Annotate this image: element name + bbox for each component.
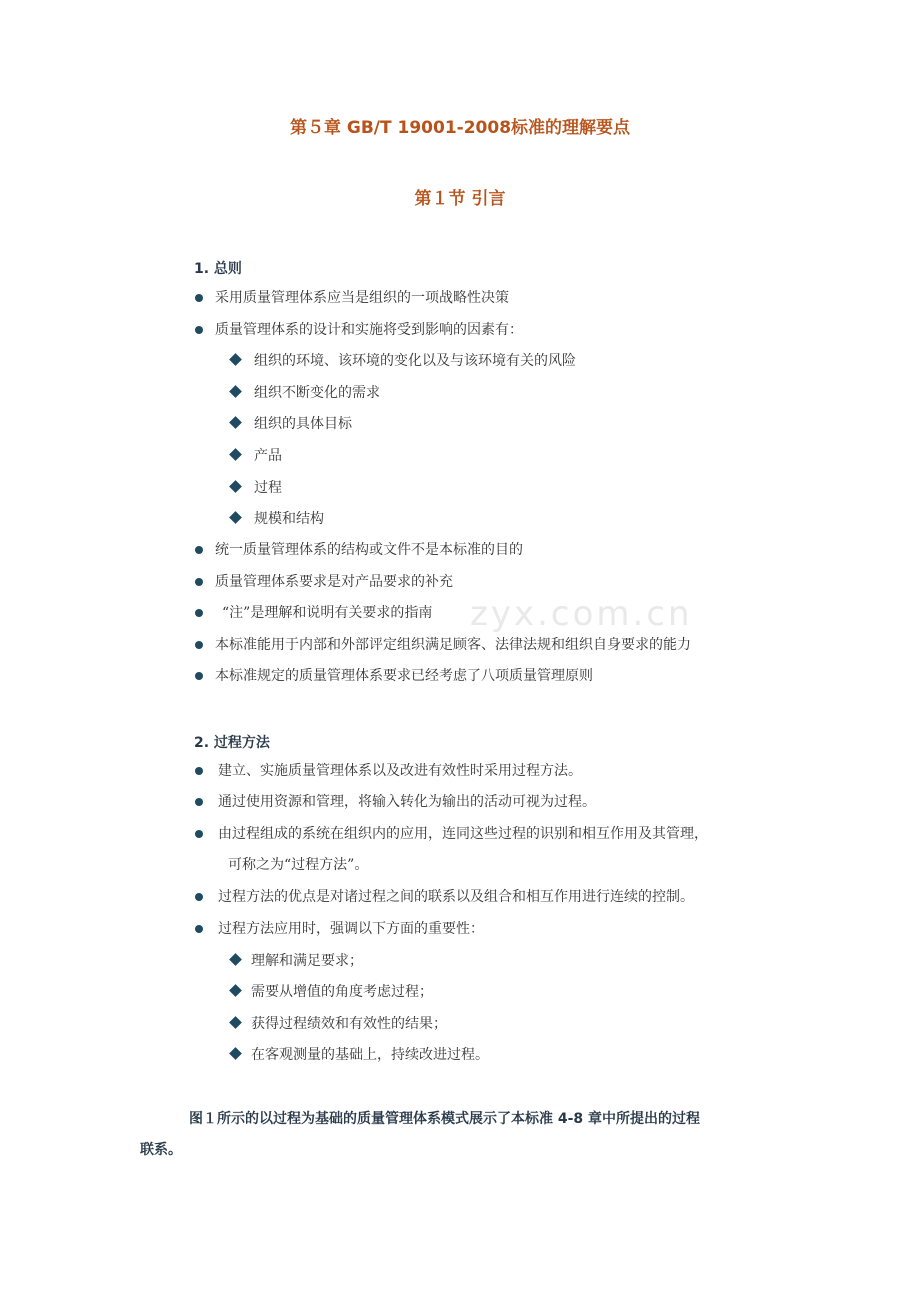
diamond-bullet-icon <box>229 416 242 429</box>
list-item: 统一质量管理体系的结构或文件不是本标准的目的 <box>215 542 523 558</box>
bullet-icon <box>195 326 203 334</box>
diamond-bullet-icon <box>229 1016 242 1029</box>
sub-list-item: 组织的环境、该环境的变化以及与该环境有关的风险 <box>254 353 576 369</box>
list-item: “注”是理解和说明有关要求的指南 <box>222 605 433 621</box>
bullet-icon <box>195 830 203 838</box>
sub-list-item: 产品 <box>254 448 282 464</box>
watermark: zyx.com.cn <box>470 594 693 634</box>
bullet-icon <box>195 893 203 901</box>
sub-list-item: 理解和满足要求； <box>251 953 363 969</box>
list-item-continuation: 可称之为“过程方法”。 <box>228 857 369 873</box>
diamond-bullet-icon <box>229 480 242 493</box>
bullet-icon <box>195 767 203 775</box>
sub-list-item: 组织不断变化的需求 <box>254 385 380 401</box>
list-item: 通过使用资源和管理，将输入转化为输出的活动可视为过程。 <box>218 794 596 810</box>
section-2-heading: 2. 过程方法 <box>194 735 270 751</box>
closing-paragraph-line-1: 图１所示的以过程为基础的质量管理体系模式展示了本标准 4-8 章中所提出的过程 <box>189 1111 701 1127</box>
bullet-icon <box>195 294 203 302</box>
chapter-title: 第５章 GB/T 19001-2008标准的理解要点 <box>289 118 631 138</box>
list-item: 本标准规定的质量管理体系要求已经考虑了八项质量管理原则 <box>215 668 593 684</box>
list-item: 质量管理体系要求是对产品要求的补充 <box>215 574 453 590</box>
section-1-heading: 1. 总则 <box>194 261 242 277</box>
diamond-bullet-icon <box>229 448 242 461</box>
bullet-icon <box>195 641 203 649</box>
bullet-icon <box>195 672 203 680</box>
diamond-bullet-icon <box>229 1047 242 1060</box>
section-title: 第１节 引言 <box>414 189 506 209</box>
diamond-bullet-icon <box>229 353 242 366</box>
list-item: 过程方法的优点是对诸过程之间的联系以及组合和相互作用进行连续的控制。 <box>218 889 694 905</box>
sub-list-item: 获得过程绩效和有效性的结果； <box>251 1016 447 1032</box>
list-item: 本标准能用于内部和外部评定组织满足顾客、法律法规和组织自身要求的能力 <box>215 637 691 653</box>
sub-list-item: 组织的具体目标 <box>254 416 352 432</box>
diamond-bullet-icon <box>229 984 242 997</box>
diamond-bullet-icon <box>229 385 242 398</box>
bullet-icon <box>195 578 203 586</box>
list-item: 由过程组成的系统在组织内的应用，连同这些过程的识别和相互作用及其管理， <box>218 826 708 842</box>
sub-list-item: 规模和结构 <box>254 511 324 527</box>
list-item: 质量管理体系的设计和实施将受到影响的因素有： <box>215 322 523 338</box>
sub-list-item: 过程 <box>254 480 282 496</box>
sub-list-item: 在客观测量的基础上，持续改进过程。 <box>251 1047 489 1063</box>
list-item: 采用质量管理体系应当是组织的一项战略性决策 <box>215 290 509 306</box>
bullet-icon <box>195 546 203 554</box>
closing-paragraph-line-2: 联系。 <box>140 1142 182 1158</box>
bullet-icon <box>195 925 203 933</box>
diamond-bullet-icon <box>229 953 242 966</box>
list-item: 建立、实施质量管理体系以及改进有效性时采用过程方法。 <box>218 763 582 779</box>
sub-list-item: 需要从增值的角度考虑过程； <box>251 984 433 1000</box>
diamond-bullet-icon <box>229 511 242 524</box>
bullet-icon <box>195 798 203 806</box>
bullet-icon <box>195 609 203 617</box>
list-item: 过程方法应用时，强调以下方面的重要性： <box>218 921 484 937</box>
